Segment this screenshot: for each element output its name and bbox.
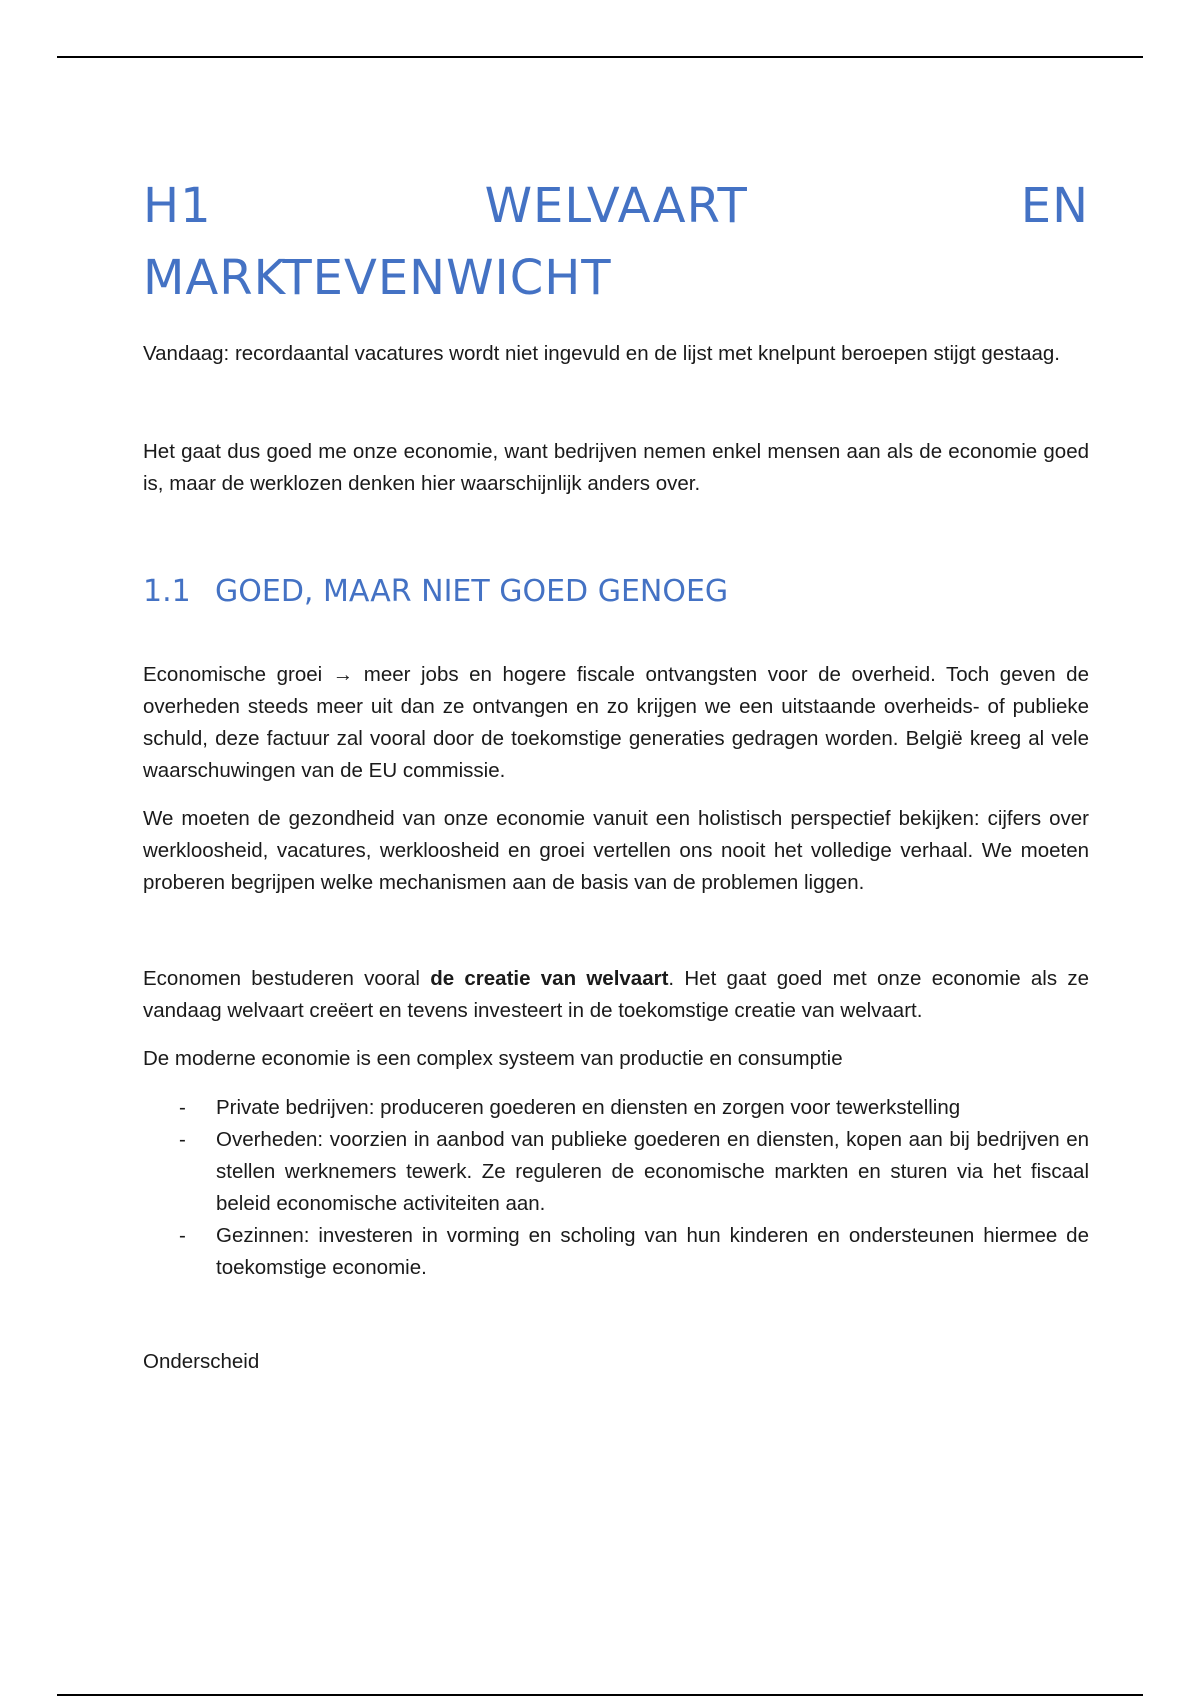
list-item-text: Gezinnen: investeren in vorming en scholing van hun kinderen en ondersteunen hiermee de toekomstige economie.	[216, 1224, 1089, 1279]
dash-bullet: -	[179, 1224, 186, 1247]
section-paragraph-2: We moeten de gezondheid van onze economie vanuit een holistisch perspectief bekijken: cijfers over werkloosheid, vacatures, werkloosheid en groei vertellen ons nooit het volledige verhaal. We moeten proberen begrijpen welke mechanismen aan de basis van de problemen liggen.	[143, 807, 1089, 894]
section-paragraph-4: De moderne economie is een complex systeem van productie en consumptie	[143, 1047, 843, 1070]
chapter-heading	[143, 170, 1089, 314]
section-paragraph-1: Economische groei → meer jobs en hogere fiscale ontvangsten voor de overheid. Toch geven de overheden steeds meer uit dan ze ontvangen en zo krijgen we een uitstaande overheids- of publieke schuld, deze factuur zal vooral door de toekomstige generaties gedragen worden. België kreeg al vele waarschuwingen van de EU commissie.	[143, 663, 1089, 782]
list-item-text: Overheden: voorzien in aanbod van publieke goederen en diensten, kopen aan bij bedrijven en stellen werknemers tewerk. Ze reguleren de economische markten en sturen via het fiscaal beleid economische activiteiten aan.	[216, 1128, 1089, 1215]
section-paragraph-3	[143, 963, 1089, 1027]
list-item-text: Private bedrijven: produceren goederen en diensten en zorgen voor tewerkstelling	[216, 1096, 961, 1119]
dash-bullet: -	[179, 1128, 186, 1151]
intro-paragraph-2: Het gaat dus goed me onze economie, want bedrijven nemen enkel mensen aan als de economie goed is, maar de werklozen denken hier waarschijnlijk anders over.	[143, 440, 1089, 495]
section-heading	[143, 572, 728, 612]
footer-rule	[57, 1694, 1143, 1696]
list-item	[143, 1220, 1089, 1284]
intro-paragraph-1: Vandaag: recordaantal vacatures wordt niet ingevuld en de lijst met knelpunt beroepen stijgt gestaag.	[143, 342, 1061, 365]
chapter-heading-line1	[143, 170, 1089, 242]
chapter-heading-word: WELVAART	[484, 178, 748, 234]
dash-bullet: -	[179, 1096, 186, 1119]
actors-list	[143, 1092, 1089, 1284]
bold-phrase: de creatie van welvaart	[430, 967, 669, 990]
section-number: 1.1	[143, 574, 191, 609]
list-item	[143, 1092, 1089, 1124]
list-item	[143, 1124, 1089, 1220]
chapter-heading-word: H1	[143, 178, 212, 234]
header-rule	[57, 56, 1143, 58]
section-paragraph-5: Onderscheid	[143, 1350, 260, 1373]
paragraph-text: Economen bestuderen vooral	[143, 967, 431, 990]
section-title: GOED, MAAR NIET GOED GENOEG	[215, 574, 729, 609]
chapter-heading-word: EN	[1020, 178, 1089, 234]
paragraph-text: . Het gaat goed met onze economie als ze vandaag welvaart creëert en tevens investeert in de toekomstige creatie van welvaart.	[143, 967, 1089, 1022]
chapter-heading-line2: MARKTEVENWICHT	[143, 250, 612, 306]
